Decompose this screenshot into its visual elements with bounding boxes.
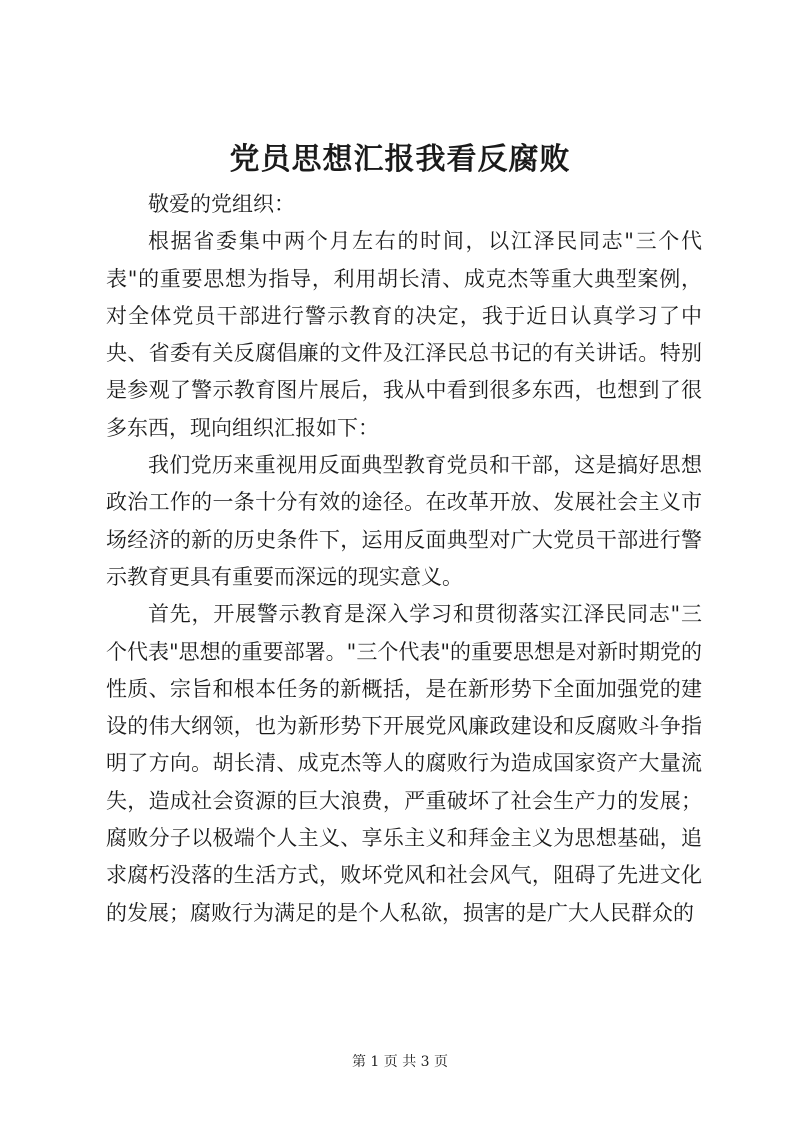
document-title: 党员思想汇报我看反腐败 [229,142,571,177]
paragraph-1: 根据省委集中两个月左右的时间，以江泽民同志"三个代表"的重要思想为指导，利用胡长清、成克杰等重大典型案例，对全体党员干部进行警示教育的决定，我于近日认真学习了中央、省委有关反腐倡廉的文件及江泽民总书记的有关讲话。特别是参观了警示教育图片展后，我从中看到很多东西，也想到了很多东西，现向组织汇报如下： [106,229,702,440]
document-body [106,186,702,932]
salutation: 敬爱的党组织： [148,192,295,216]
paragraph-3: 首先，开展警示教育是深入学习和贯彻落实江泽民同志"三个代表"思想的重要部署。"三个代表"的重要思想是对新时期党的性质、宗旨和根本任务的新概括，是在新形势下全面加强党的建设的伟大纲领，也为新形势下开展党风廉政建设和反腐败斗争指明了方向。胡长清、成克杰等人的腐败行为造成国家资产大量流失，造成社会资源的巨大浪费，严重破坏了社会生产力的发展；腐败分子以极端个人主义、享乐主义和拜金主义为思想基础，追求腐朽没落的生活方式，败坏党风和社会风气，阻碍了先进文化的发展；腐败行为满足的是个人私欲，损害的是广大人民群众的 [106,602,702,925]
paragraph-2: 我们党历来重视用反面典型教育党员和干部，这是搞好思想政治工作的一条十分有效的途径。在改革开放、发展社会主义市场经济的新的历史条件下，运用反面典型对广大党员干部进行警示教育更具有重要而深远的现实意义。 [106,453,702,589]
page-footer: 第 1 页 共 3 页 [351,1054,449,1070]
